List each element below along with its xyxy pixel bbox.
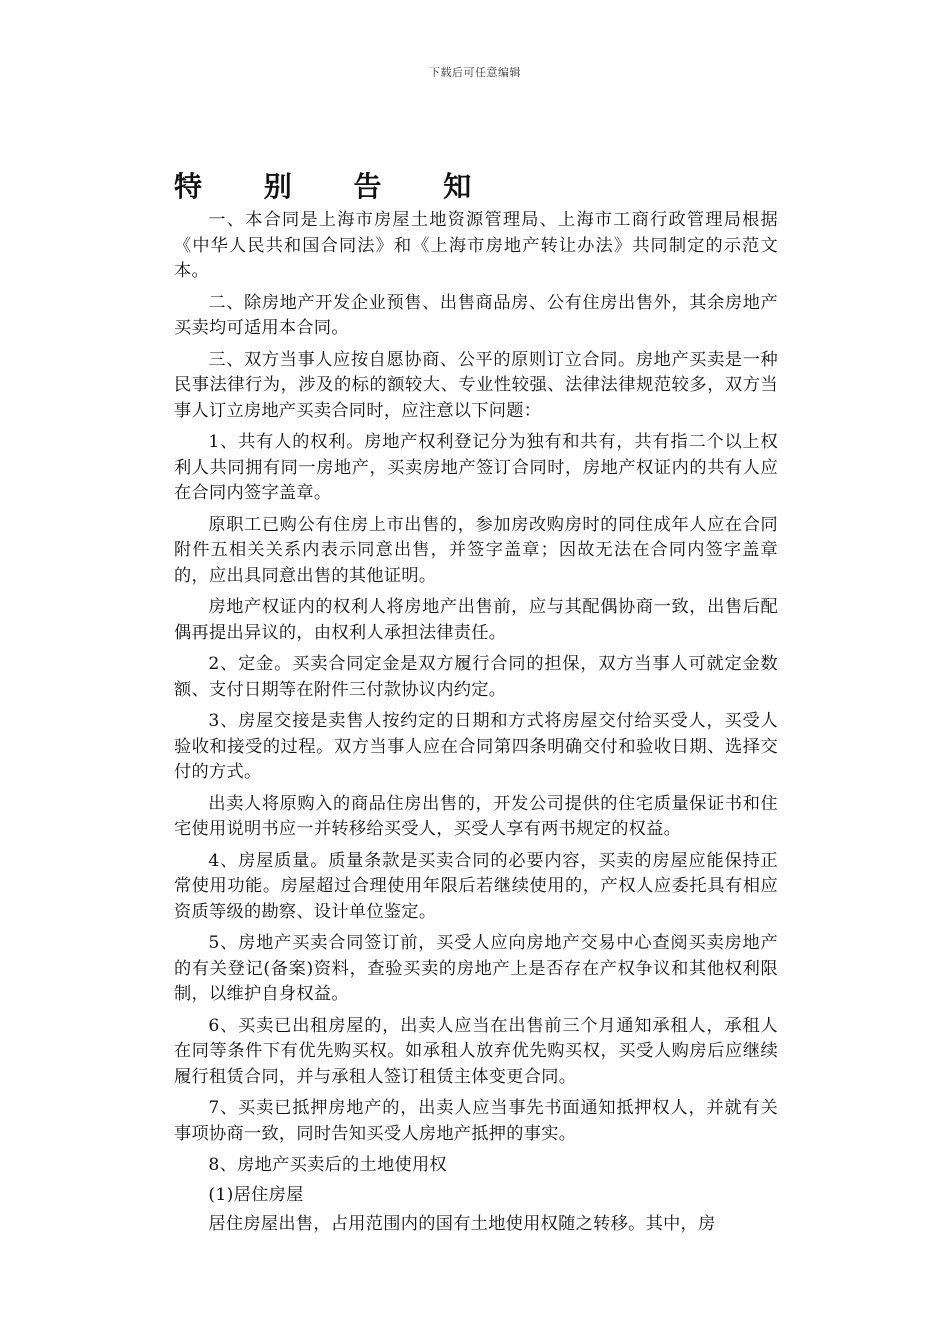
paragraph: 4、房屋质量。质量条款是买卖合同的必要内容，买卖的房屋应能保持正常使用功能。房屋超过合理使用年限后若继续使用的，产权人应委托具有相应资质等级的勘察、设计单位鉴定。 xyxy=(174,850,778,922)
paragraph: 房地产权证内的权利人将房地产出售前，应与其配偶协商一致，出售后配偶再提出异议的，由权利人承担法律责任。 xyxy=(174,597,778,643)
paragraph: 原职工已购公有住房上市出售的，参加房改购房时的同住成年人应在合同附件五相关关系内表示同意出售，并签字盖章；因故无法在合同内签字盖章的，应出具同意出售的其他证明。 xyxy=(174,514,778,586)
paragraph: 二、除房地产开发企业预售、出售商品房、公有住房出售外，其余房地产买卖均可适用本合同。 xyxy=(174,292,778,338)
paragraph: 8、房地产买卖后的土地使用权 xyxy=(208,1155,447,1175)
paragraph: 6、买卖已出租房屋的，出卖人应当在出售前三个月通知承租人，承租人在同等条件下有优先购买权。如承租人放弃优先购买权，买受人购房后应继续履行租赁合同，并与承租人签订租赁主体变更合同。 xyxy=(174,1015,778,1087)
document-body xyxy=(174,208,778,1244)
paragraph: (1)居住房屋 xyxy=(208,1184,304,1205)
document-title: 特 别 告 知 xyxy=(174,170,498,203)
paragraph: 1、共有人的权利。房地产权利登记分为独有和共有，共有指二个以上权利人共同拥有同一房地产，买卖房地产签订合同时，房地产权证内的共有人应在合同内签字盖章。 xyxy=(174,432,778,503)
paragraph: 一、本合同是上海市房屋土地资源管理局、上海市工商行政管理局根据《中华人民共和国合同法》和《上海市房地产转让办法》共同制定的示范文本。 xyxy=(174,210,778,281)
paragraph: 5、房地产买卖合同签订前，买受人应向房地产交易中心查阅买卖房地产的有关登记(备案)资料，查验买卖的房地产上是否存在产权争议和其他权利限制，以维护自身权益。 xyxy=(174,933,778,1004)
paragraph: 居住房屋出售，占用范围内的国有土地使用权随之转移。其中，房 xyxy=(208,1214,716,1234)
page-header: 下载后可任意编辑 xyxy=(429,66,521,79)
paragraph: 出卖人将原购入的商品住房出售的，开发公司提供的住宅质量保证书和住宅使用说明书应一并转移给买受人，买受人享有两书规定的权益。 xyxy=(174,793,778,839)
paragraph: 7、买卖已抵押房地产的，出卖人应当事先书面通知抵押权人，并就有关事项协商一致，同时告知买受人房地产抵押的事实。 xyxy=(174,1098,778,1144)
paragraph: 2、定金。买卖合同定金是双方履行合同的担保，双方当事人可就定金数额、支付日期等在附件三付款协议内约定。 xyxy=(174,654,778,700)
paragraph: 三、双方当事人应按自愿协商、公平的原则订立合同。房地产买卖是一种民事法律行为，涉及的标的额较大、专业性较强、法律法律规范较多，双方当事人订立房地产买卖合同时，应注意以下问题： xyxy=(174,349,778,421)
paragraph: 3、房屋交接是卖售人按约定的日期和方式将房屋交付给买受人，买受人验收和接受的过程。双方当事人应在合同第四条明确交付和验收日期、选择交付的方式。 xyxy=(174,711,778,782)
